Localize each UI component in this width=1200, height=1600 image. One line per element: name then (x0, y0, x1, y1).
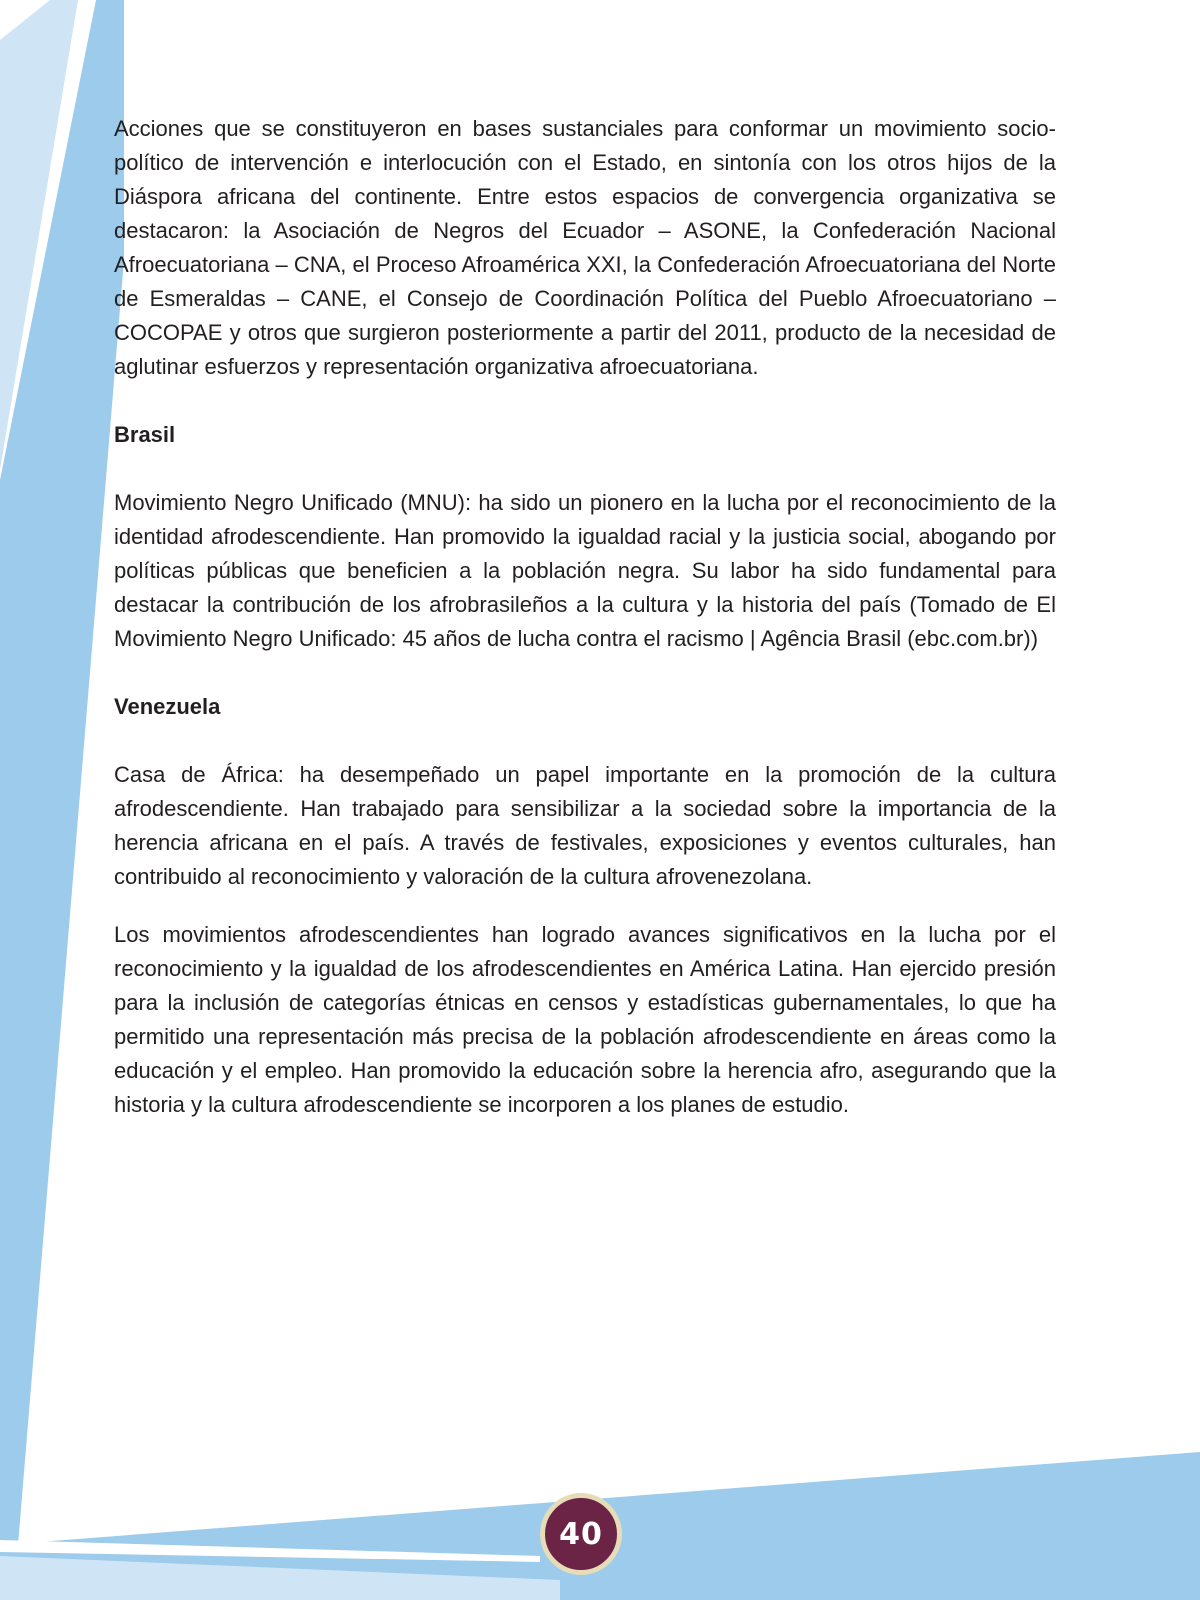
paragraph-brasil: Movimiento Negro Unificado (MNU): ha sido un pionero en la lucha por el reconocimiento de la identidad afrodescendiente. Han promovido la igualdad racial y la justicia social, abogando por políticas públicas que beneficien a la población negra. Su labor ha sido fundamental para destacar la contribución de los afrobrasileños a la cultura y la historia del país (Tomado de El Movimiento Negro Unificado: 45 años de lucha contra el racismo | Agência Brasil (ebc.com.br)) (114, 490, 1056, 651)
heading-brasil: Brasil (114, 422, 176, 447)
document-body (114, 112, 1056, 1122)
paragraph-venezuela: Casa de África: ha desempeñado un papel importante en la promoción de la cultura afrodescendiente. Han trabajado para sensibilizar a la sociedad sobre la importancia de la herencia africana en el país. A través de festivales, exposiciones y eventos culturales, han contribuido al reconocimiento y valoración de la cultura afrovenezolana. (114, 762, 1056, 889)
paragraph-intro: Acciones que se constituyeron en bases sustanciales para conformar un movimiento socio-político de intervención e interlocución con el Estado, en sintonía con los otros hijos de la Diáspora africana del continente. Entre estos espacios de convergencia organizativa se destacaron: la Asociación de Negros del Ecuador – ASONE, la Confederación Nacional Afroecuatoriana – CNA, el Proceso Afroamérica XXI, la Confederación Afroecuatoriana del Norte de Esmeraldas – CANE, el Consejo de Coordinación Política del Pueblo Afroecuatoriano – COCOPAE y otros que surgieron posteriormente a partir del 2011, producto de la necesidad de aglutinar esfuerzos y representación organizativa afroecuatoriana. (114, 116, 1056, 379)
page-number-badge (540, 1493, 622, 1575)
paragraph-conclusion: Los movimientos afrodescendientes han logrado avances significativos en la lucha por el reconocimiento y la igualdad de los afrodescendientes en América Latina. Han ejercido presión para la inclusión de categorías étnicas en censos y estadísticas gubernamentales, lo que ha permitido una representación más precisa de la población afrodescendiente en áreas como la educación y el empleo. Han promovido la educación sobre la herencia afro, asegurando que la historia y la cultura afrodescendiente se incorporen a los planes de estudio. (114, 922, 1056, 1117)
heading-venezuela: Venezuela (114, 694, 221, 719)
page-number: 40 (559, 1516, 603, 1552)
